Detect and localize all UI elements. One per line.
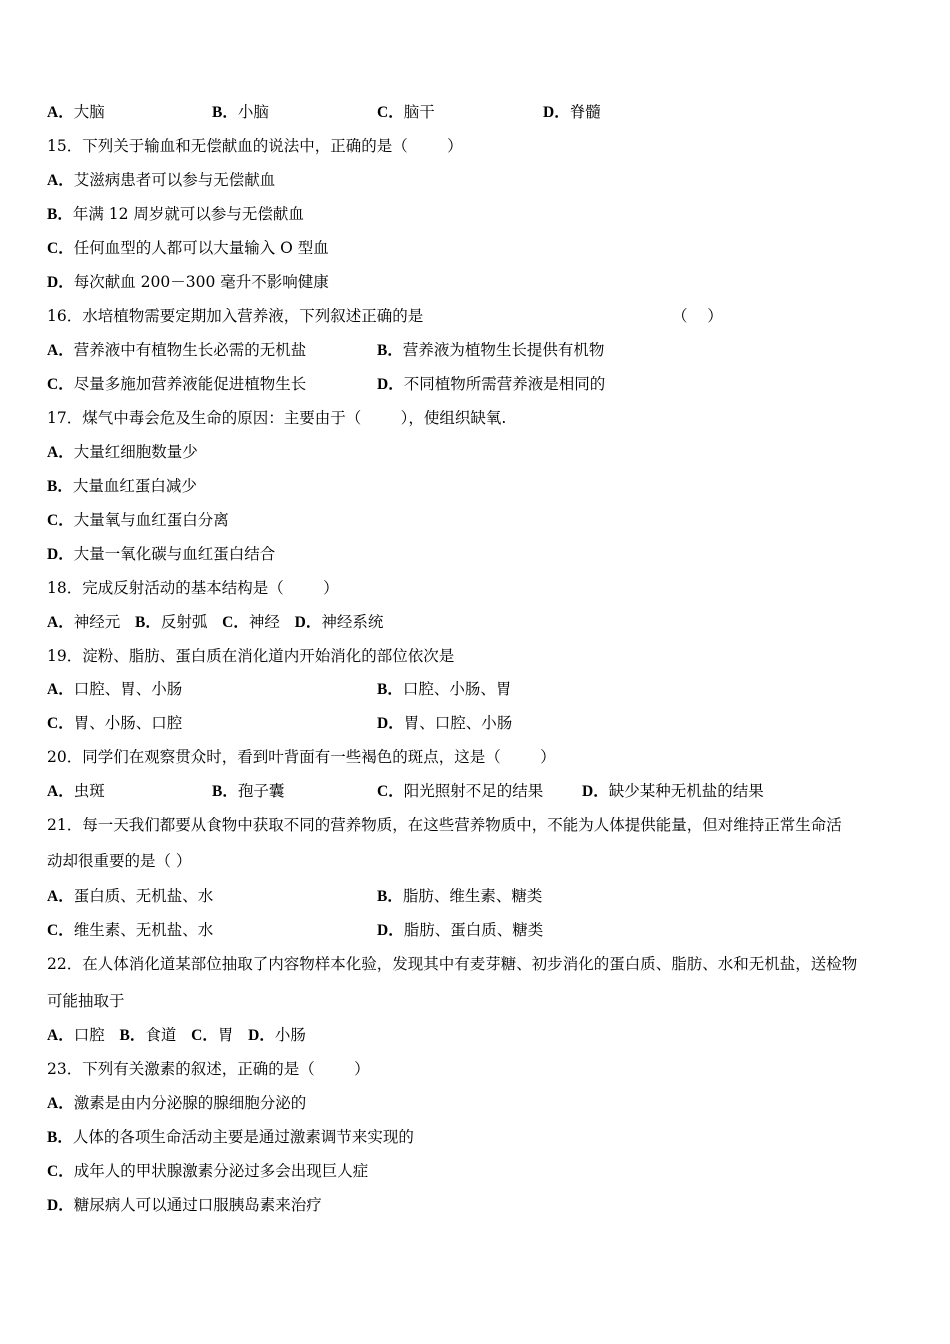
q21-option-a: A．蛋白质、无机盐、水 [47,887,214,905]
q22-stem-line1: 22．在人体消化道某部位抽取了内容物样本化验，发现其中有麦芽糖、初步消化的蛋白质、脂肪、水和无机盐，送检物 [47,955,858,973]
q19-option-c: C．胃、小肠、口腔 [47,714,183,732]
q21-stem-line2: 动却很重要的是（ ） [47,852,192,870]
q16-option-c: C．尽量多施加营养液能促进植物生长 [47,375,307,393]
q19-option-a: A．口腔、胃、小肠 [47,680,183,698]
q21-option-b: B．脂肪、维生素、糖类 [377,887,543,905]
q18-options: A．神经元 B．反射弧 C．神经 D．神经系统 [47,613,384,631]
q21-option-c: C．维生素、无机盐、水 [47,921,214,939]
q16-stem: 16．水培植物需要定期加入营养液，下列叙述正确的是 [47,307,424,325]
q16-answer-paren: （ ） [672,307,723,325]
q20-option-a: A．虫斑 [47,782,105,800]
q20-stem: 20．同学们在观察贯众时，看到叶背面有一些褐色的斑点，这是（ ） [47,748,556,766]
q15-option-a: A．艾滋病患者可以参与无偿献血 [47,171,276,189]
q23-option-d: D．糖尿病人可以通过口服胰岛素来治疗 [47,1196,322,1214]
q16-option-a: A．营养液中有植物生长必需的无机盐 [47,341,307,359]
q16-option-b: B．营养液为植物生长提供有机物 [377,341,605,359]
q20-option-b: B．孢子囊 [212,782,285,800]
q15-option-c: C．任何血型的人都可以大量输入 O 型血 [47,239,329,257]
q23-stem: 23．下列有关激素的叙述，正确的是（ ） [47,1060,370,1078]
q17-stem: 17．煤气中毒会危及生命的原因：主要由于（ ），使组织缺氧. [47,409,507,427]
q14-option-a: A．大脑 [47,103,105,121]
q22-stem-line2: 可能抽取于 [47,992,125,1010]
q20-option-c: C．阳光照射不足的结果 [377,782,544,800]
q17-option-b: B．大量血红蛋白减少 [47,477,197,495]
q21-option-d: D．脂肪、蛋白质、糖类 [377,921,544,939]
q18-stem: 18．完成反射活动的基本结构是（ ） [47,579,339,597]
q19-stem: 19．淀粉、脂肪、蛋白质在消化道内开始消化的部位依次是 [47,647,455,665]
q21-stem-line1: 21．每一天我们都要从食物中获取不同的营养物质，在这些营养物质中，不能为人体提供能量，但对维持正常生命活 [47,816,842,834]
q22-options: A．口腔 B．食道 C．胃 D．小肠 [47,1026,306,1044]
q15-option-d: D．每次献血 200－300 毫升不影响健康 [47,273,329,291]
q17-option-a: A．大量红细胞数量少 [47,443,198,461]
q16-option-d: D．不同植物所需营养液是相同的 [377,375,606,393]
q20-option-d: D．缺少某种无机盐的结果 [582,782,764,800]
q15-option-b: B．年满 12 周岁就可以参与无偿献血 [47,205,304,223]
q23-option-b: B．人体的各项生命活动主要是通过激素调节来实现的 [47,1128,414,1146]
q15-stem: 15．下列关于输血和无偿献血的说法中，正确的是（ ） [47,137,463,155]
q23-option-a: A．激素是由内分泌腺的腺细胞分泌的 [47,1094,307,1112]
q17-option-c: C．大量氧与血红蛋白分离 [47,511,229,529]
q23-option-c: C．成年人的甲状腺激素分泌过多会出现巨人症 [47,1162,369,1180]
q14-option-d: D．脊髓 [543,103,601,121]
q14-option-b: B．小脑 [212,103,269,121]
q17-option-d: D．大量一氧化碳与血红蛋白结合 [47,545,276,563]
q19-option-d: D．胃、口腔、小肠 [377,714,513,732]
q19-option-b: B．口腔、小肠、胃 [377,680,512,698]
q14-option-c: C．脑干 [377,103,435,121]
